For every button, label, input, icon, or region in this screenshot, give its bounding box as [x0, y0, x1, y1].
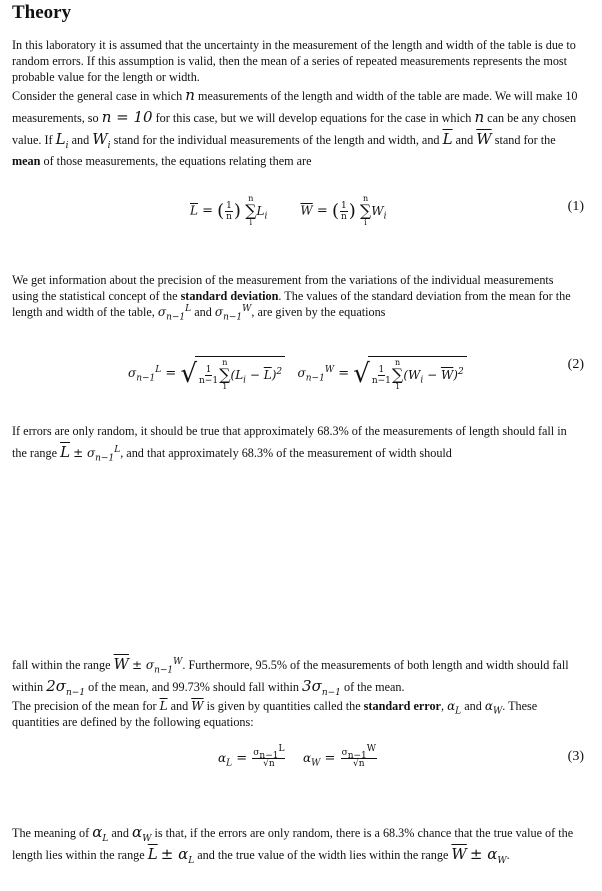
equation-3-number: (3)	[567, 749, 584, 764]
paragraph-meaning: The meaning of $\alpha_L$ and $\alpha_W$ is that, if the errors are only random, there is a 68.3% chance that the true value of the length lies within the range $\overline{L} \pm \alpha_L$ and the true value of the width lies within the range $\overline{W} \pm \alpha_W$.	[12, 823, 574, 866]
equation-1: $\overline{L}$ = ( $\frac{1}{n}$ ) n ∑ i $L_i$ $\overline{W}$ = ( $\frac{1}{n}$ ) n ∑ i $W_i$	[190, 194, 387, 227]
paragraph-standard-deviation: We get information about the precision of the measurement from the variations of the individual measurements using the statistical concept of the standard deviation. The values of the standard deviation from the mean for the length and width of the table, $\sigma_{n-1}^L$ and $\sigma_{n-1}^W$, are given by the equations	[12, 273, 571, 323]
section-title: Theory	[12, 2, 72, 23]
paragraph-general-case: Consider the general case in which n measurements of the length and width of the table are made. We will make 10 measurements, so n = 10 for this case, but we will develop equations for the case in which n can be any chosen value. If $L_i$ and $W_i$ stand for the individual measurements of the length and width, and $\overline{L}$ and $\overline{W}$ stand for the mean of those measurements, the equations relating them are	[12, 86, 578, 168]
equation-3: $\alpha_L$ = $\frac{\sigma_{n-1}^L}{√n}$ $\alpha_W$ = $\frac{\sigma_{n-1}^W}{√n}$	[218, 744, 377, 769]
equation-1-number: (1)	[567, 199, 584, 214]
paragraph-random-errors: If errors are only random, it should be true that approximately 68.3% of the measurements of length should fall in the range $\overline{L} \pm \sigma_{n-1}^L$, and that approximately 68.3% of the measurement of width should	[12, 424, 567, 464]
paragraph-intro: In this laboratory it is assumed that the uncertainty in the measurement of the length and width of the table is due to random errors. If this assumption is valid, then the mean of a series of repeated measurements represents the most probable value for the length or width.	[12, 38, 576, 84]
paragraph-width-range: fall within the range $\overline{W} \pm \sigma_{n-1}^W$. Furthermore, 95.5% of the measurements of both length and width should fall within $2\sigma_{n-1}$ of the mean, and 99.73% should fall within $3\sigma_{n-1}$ of the mean.	[12, 655, 569, 698]
paragraph-standard-error: The precision of the mean for $\overline{L}$ and $\overline{W}$ is given by quantities called the standard error, $\alpha_L$ and $\alpha_W$. These quantities are defined by the following equations:	[12, 699, 538, 729]
equation-2: $\sigma_{n-1}^L$ = √ $\frac{1}{n-1}$ n ∑ 1 $(L_i - \overline{L})^2$ $\sigma_{n-1}^W$ = √ $\frac{1}{n-1}$ n ∑ 1 $(W_i - \overline{W})^2$	[128, 356, 467, 391]
equation-2-number: (2)	[567, 357, 584, 372]
